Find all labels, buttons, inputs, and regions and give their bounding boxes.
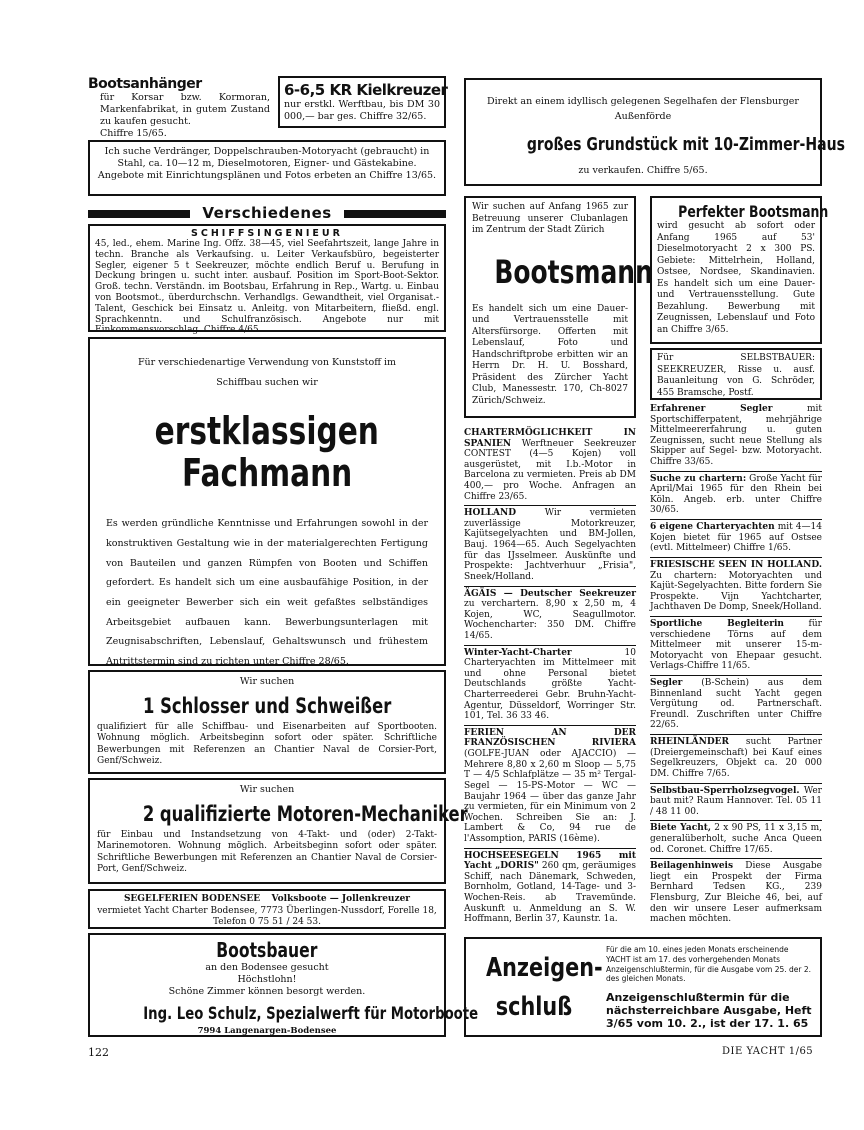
ad-title-text: Bootsmann bbox=[494, 252, 653, 291]
ad-line-1-b: Volksboote — Jollenkreuzer bbox=[271, 894, 411, 904]
ad-outro: zu verkaufen. Chiffre 5/65. bbox=[578, 165, 708, 177]
section-header bbox=[88, 206, 446, 222]
ad-line-1 bbox=[96, 894, 438, 906]
ad-deadline: Anzeigenschlußtermin für die nächsterreichbare Ausgabe, Heft 3/65 vom 10. 2., ist der 17. 1. 65 bbox=[606, 991, 812, 1031]
section-bar-left bbox=[88, 210, 190, 218]
right-column-item-body: Wer baut mit? Raum Hannover. Tel. 05 11 / 48 11 00. bbox=[650, 785, 822, 817]
ad-title-2-text: Fachmann bbox=[181, 450, 353, 495]
ad-body: 45, led., ehem. Marine Ing. Offz. 38—45, viel Seefahrtszeit, lange Jahre in techn. Branche als Verkaufsing. u. Leiter Verkaufsbüro, begeisterter Segler, eigener 5 t Seekreuzer, möchte endlich Beruf u. Berufung in Deckung bringen u. sucht inter. ausbauf. Position im Sport-Boot-Sektor. Groß. techn. Verständn. im Bootsbau, Erfahrung in Rep., Wartg. u. Einbau von Bootsmot., überdurchschn. Verhandlgs. Gewandtheit, viel Organisat.-Talent, Geschick bei Einsatz u. Anleitg. von Mitarbeitern, fließd. engl. Sprachkenntn. und Schulfranzösisch. Angebote nur mit Einkommensvorschlag. Chiffre 4/65. bbox=[95, 239, 439, 336]
ad-title-2: schluß bbox=[495, 992, 573, 1022]
right-column-item-head: FRIESISCHE SEEN IN HOLLAND. bbox=[650, 559, 822, 570]
right-column-item-body: Zu chartern: Motoryachten und Kajüt-Segelyachten. Bitte fordern Sie Prospekte. Vijn Yachtcharter, Jachthaven De Domp, Sneek/Holland. bbox=[650, 570, 822, 613]
ad-bootsanhaenger bbox=[88, 76, 270, 141]
mid-column-item-body: 260 qm, geräumiges Schiff, nach Dänemark, Schweden, Bornholm, Gotland, 14-Tage- und 3-Wochen-Reis. ab Travemünde. Auskunft u. Anmeldung an S. W. Hoffmann, Berlin 37, Kaunstr. 1a. bbox=[464, 861, 636, 925]
issue-label: DIE YACHT 1/65 bbox=[722, 1046, 814, 1057]
ad-body: Ich suche Verdränger, Doppelschrauben-Motoryacht (gebraucht) in Stahl, ca. 10—12 m, Dieselmotoren, Eigner- und Gästekabine. Angebote mit Einrichtungsplänen und Fotos erbeten an Chiffre 13/65. bbox=[97, 146, 437, 182]
ad-title-text: Bootsbauer bbox=[216, 938, 318, 962]
ad-body: nur erstkl. Werftbau, bis DM 30 000,— bar ges. Chiffre 32/65. bbox=[284, 99, 440, 123]
right-column-item-head: Sportliche Begleiterin bbox=[650, 618, 784, 629]
ad-motoren-mechaniker bbox=[88, 778, 468, 884]
right-column-item-head: Beilagenhinweis bbox=[650, 861, 734, 872]
ad-bootsmann-zuerich bbox=[464, 196, 653, 418]
mid-column-item-body: Wir vermieten zuverlässige Motorkreuzer, Kajütsegelyachten und BM-Jollen, Bauj. 1964—65. Auch Segelyachten für das IJsselmeer. Auskünfte und Prospekte: Jachtverhuur „Frisia", Sneek/Holland. bbox=[464, 508, 636, 582]
ad-intro: Für verschiedenartige Verwendung von Kunststoff im Schiffbau suchen wir bbox=[137, 357, 397, 388]
ad-body bbox=[88, 92, 270, 141]
mid-column-item bbox=[464, 428, 636, 505]
ad-schlosser bbox=[88, 670, 446, 774]
right-column-item-body: Diese Ausgabe liegt ein Prospekt der Firma Bernhard Tedsen KG., 239 Flensburg, Zur Bleiche 46, bei, auf den wir unsere Leser aufmerksam machen möchten. bbox=[650, 861, 822, 925]
right-column-item bbox=[650, 783, 822, 821]
ad-intro: Wir suchen bbox=[239, 784, 295, 795]
ad-title bbox=[657, 202, 829, 221]
ad-title bbox=[482, 134, 845, 156]
ad-title bbox=[96, 938, 438, 962]
right-column-item bbox=[650, 734, 822, 782]
ad-title: SCHIFFSINGENIEUR bbox=[191, 228, 343, 239]
right-column-item bbox=[650, 858, 822, 928]
right-column-list bbox=[650, 404, 822, 928]
right-column-item bbox=[650, 820, 822, 858]
ad-line-1-a: SEGELFERIEN BODENSEE bbox=[123, 894, 261, 904]
ad-body: qualifiziert für alle Schiffbau- und Eisenarbeiten auf Sportbooten. Wohnung möglich. Arbeitsbeginn sofort oder später. Schriftliche Bewerbungen mit Referenzen an Chantier Naval de Corsier-Port, Genf/Schweiz. bbox=[97, 721, 437, 767]
mid-column-item-head: ÄGÄIS — Deutscher Seekreuzer bbox=[464, 588, 636, 599]
right-column-item-head: Erfahrener Segler bbox=[650, 404, 773, 414]
ad-title-text: 1 Schlosser und Schweißer bbox=[142, 694, 392, 719]
ad-title bbox=[472, 252, 653, 291]
ad-title-1-text: erstklassigen bbox=[154, 408, 380, 453]
mid-column-item bbox=[464, 725, 636, 848]
page-number: 122 bbox=[88, 1046, 109, 1059]
right-column-item bbox=[650, 675, 822, 734]
right-column-item-head: Segler bbox=[650, 678, 683, 689]
mid-column-item-head: HOLLAND bbox=[464, 508, 517, 519]
ad-schiffsingenieur bbox=[88, 224, 446, 336]
ad-fachmann bbox=[88, 337, 446, 666]
mid-column-list bbox=[464, 428, 636, 928]
ad-body-text: für Korsar bzw. Kormoran, Markenfabrikat, in gutem Zustand zu kaufen gesucht. bbox=[100, 92, 270, 128]
ad-company bbox=[96, 1003, 479, 1025]
ad-title-text: Perfekter Bootsmann bbox=[678, 202, 829, 221]
right-column-item-head: Biete Yacht, bbox=[650, 823, 712, 834]
ad-line-2: vermietet Yacht Charter Bodensee, 7773 Überlingen-Nussdorf, Forelle 18, Telefon 0 75 51 / 24 53. bbox=[97, 905, 437, 928]
mid-column-item-body: zu verchartern. 8,90 x 2,50 m, 4 Kojen, WC, Seagullmotor. Wochencharter: 350 DM. Chiffre 14/65. bbox=[464, 599, 636, 641]
section-title: Verschiedenes bbox=[202, 204, 332, 222]
ad-title-1 bbox=[106, 408, 428, 453]
mid-column-item-body: 10 Charteryachten im Mittelmeer mit und ohne Personal bietet Deutschlands größte Yacht-Charterreederei Gebr. Bruhn-Yacht-Agentur, Düsseldorf, Worringer Str. 101, Tel. 36 33 46. bbox=[464, 647, 636, 722]
mid-column bbox=[464, 428, 636, 928]
ad-title-text: großes Grundstück mit 10-Zimmer-Haus bbox=[526, 134, 845, 156]
mid-column-item bbox=[464, 645, 636, 725]
right-column-item-body: 2 x 90 PS, 11 x 3,15 m, generalüberholt, suche Anca Queen od. Coronet. Chiffre 17/65. bbox=[650, 823, 822, 855]
ad-title-text: 2 qualifizierte Motoren-Mechaniker bbox=[142, 802, 468, 827]
ad-body: Für SELBSTBAUER: SEEKREUZER, Risse u. ausf. Bauanleitung von G. Schröder, 455 Bramsche, Postf. bbox=[657, 353, 815, 398]
right-column bbox=[650, 404, 822, 934]
ad-body: wird gesucht ab sofort oder Anfang 1965 auf 53' Dieselmotoryacht 2 x 300 PS. Gebiete: Mittelrhein, Holland, Ostsee, Nordsee, Skandinavien. Es handelt sich um eine Dauer- und Vertrauensstellung. Gute Bezahlung. Bewerbung mit Zeugnissen, Lebenslauf und Foto an Chiffre 3/65. bbox=[657, 221, 815, 335]
right-column-item bbox=[650, 519, 822, 557]
ad-title: Bootsanhänger bbox=[88, 76, 202, 92]
ad-intro: Direkt an einem idyllisch gelegenen Segelhafen der Flensburger Außenförde bbox=[487, 96, 799, 123]
ad-title: 6-6,5 KR Kielkreuzer bbox=[284, 81, 448, 99]
ad-verdraenger bbox=[88, 140, 446, 196]
right-column-item-head: Selbstbau-Sperrholzsegvogel. bbox=[650, 785, 800, 796]
ad-perfekter-bootsmann bbox=[650, 196, 829, 344]
ad-line-1: an den Bodensee gesucht bbox=[205, 962, 329, 973]
ad-info: Für die am 10. eines jeden Monats erscheinende YACHT ist am 17. des vorhergehenden Monats Anzeigenschlußtermin, für die Ausgabe vom 25. der 2. des gleichen Monats. bbox=[606, 945, 812, 984]
mid-column-item bbox=[464, 505, 636, 585]
ad-title bbox=[97, 692, 437, 721]
right-column-item bbox=[650, 616, 822, 675]
ad-line-3: Schöne Zimmer können besorgt werden. bbox=[168, 986, 366, 998]
ad-company-text: Ing. Leo Schulz, Spezialwerft für Motorboote bbox=[143, 1004, 479, 1025]
right-column-item-body: mit Sportschifferpatent, mehrjährige Mittelmeererfahrung u. guten Zeugnissen, sucht neue Stellung als Skipper auf Segel- bzw. Motoryacht. Chiffre 33/65. bbox=[650, 404, 822, 468]
right-column-item-head: 6 eigene Charteryachten bbox=[650, 522, 775, 533]
ad-title-1: Anzeigen- bbox=[486, 953, 603, 983]
mid-column-item-body: (GOLFE-JUAN oder AJACCIO) — Mehrere 8,80 x 2,60 m Sloop — 5,75 T — 4/5 Schlafplätze — 35 m² Tergal-Segel — 15-PS-Motor — WC — Baujahr 1964 — über das ganze Jahr zu vermieten, für ein Minimum von 2 Wochen. Schreiben Sie an: J. Lambert & Co, 94 rue de l'Assomption, PARIS (16ème). bbox=[464, 749, 636, 844]
ad-title bbox=[474, 949, 603, 1027]
ad-grundstueck bbox=[464, 78, 845, 186]
right-column-item-body: Große Yacht für April/Mai 1965 für den Rhein bei Köln. Angeb. erb. unter Chiffre 30/65. bbox=[650, 473, 822, 516]
right-column-item-head: RHEINLÄNDER bbox=[650, 737, 729, 748]
right-column-item-body: für verschiedene Törns auf dem Mittelmeer mit unserer 15-m-Motoryacht von Ehepaar gesucht. Verlags-Chiffre 11/65. bbox=[650, 618, 822, 672]
ad-kielkreuzer bbox=[278, 76, 446, 128]
ad-intro: Wir suchen bbox=[239, 676, 295, 687]
ad-body: Es werden gründliche Kenntnisse und Erfahrungen sowohl in der konstruktiven Gestaltung wie in der materialgerechten Fertigung von Bauteilen und ganzen Rümpfen von Booten und Schiffen gefordert. Es handelt sich um eine ausbaufähige Position, in der ein geeigneter Bewerber sich ein weit gefaßtes selbständiges Arbeitsgebiet aufbauen kann. Bewerbungsunterlagen mit Zeugnisabschriften, Lebenslauf, Gehaltswunsch und frühestem Antrittstermin sind zu richten unter Chiffre 28/65. bbox=[106, 518, 428, 668]
ad-body: Es handelt sich um eine Dauer- und Vertrauensstelle mit Altersfürsorge. Offerten mit Lebenslauf, Foto und Handschriftprobe erbitten wir an Herrn Dr. H. U. Bosshard, Präsident des Zürcher Yacht Club, Manessestr. 170, Ch-8027 Zürich/Schweiz. bbox=[472, 303, 628, 406]
mid-column-item-body: Werftneuer Seekreuzer CONTEST (4—5 Kojen) voll ausgerüstet, mit I.b.-Motor in Barcelona zu vermieten. Preis ab DM 400,— pro Woche. Anfragen an Chiffre 23/65. bbox=[464, 438, 636, 502]
mid-column-item-head: Winter-Yacht-Charter bbox=[464, 647, 572, 658]
right-column-item-body: mit 4—14 Kojen bietet für 1965 auf Ostsee (evtl. Mittelmeer) Chiffre 1/65. bbox=[650, 522, 822, 554]
section-bar-right bbox=[344, 210, 446, 218]
ad-title-2 bbox=[106, 450, 428, 495]
right-column-item bbox=[650, 557, 822, 616]
mid-column-item-head: CHARTERMÖGLICHKEIT IN SPANIEN bbox=[464, 428, 636, 449]
ad-bootsbauer bbox=[88, 933, 479, 1037]
ad-address: 7994 Langenargen-Bodensee bbox=[197, 1025, 337, 1036]
right-column-item bbox=[650, 471, 822, 519]
mid-column-item bbox=[464, 586, 636, 645]
ad-anzeigenschluss bbox=[464, 937, 822, 1037]
right-column-item-head: Suche zu chartern: bbox=[650, 473, 747, 484]
right-column-item bbox=[650, 404, 822, 471]
right-column-item-body: (B-Schein) aus dem Binnenland sucht Yacht gegen Vergütung od. Partnerschaft. Freundl. Zuschriften unter Chiffre 22/65. bbox=[650, 678, 822, 731]
mid-column-item-head: FERIEN AN DER FRANZÖSISCHEN RIVIERA bbox=[464, 727, 636, 749]
ad-title bbox=[97, 800, 468, 829]
ad-segelferien bbox=[88, 889, 446, 929]
mid-column-item bbox=[464, 848, 636, 928]
ad-selbstbauer bbox=[650, 348, 822, 400]
mid-column-item-head: HOCHSEESEGELN 1965 mit Yacht „DORIS" bbox=[464, 850, 636, 872]
right-column-item-body: sucht Partner (Dreiergemeinschaft) bei Kauf eines Segelkreuzers, Objekt ca. 20 000 DM. Chiffre 7/65. bbox=[650, 737, 822, 779]
ad-line-2: Höchstlohn! bbox=[237, 974, 297, 986]
ad-chiffre: Chiffre 15/65. bbox=[100, 128, 167, 140]
ad-intro: Wir suchen auf Anfang 1965 zur Betreuung unserer Clubanlagen im Zentrum der Stadt Zürich bbox=[472, 202, 628, 236]
ad-body: für Einbau und Instandsetzung von 4-Takt- und (oder) 2-Takt-Marinemotoren. Wohnung möglich. Arbeitsbeginn sofort oder später. Schriftliche Bewerbungen mit Referenzen an Chantier Naval de Corsier-Port, Genf/Schweiz. bbox=[97, 829, 437, 875]
